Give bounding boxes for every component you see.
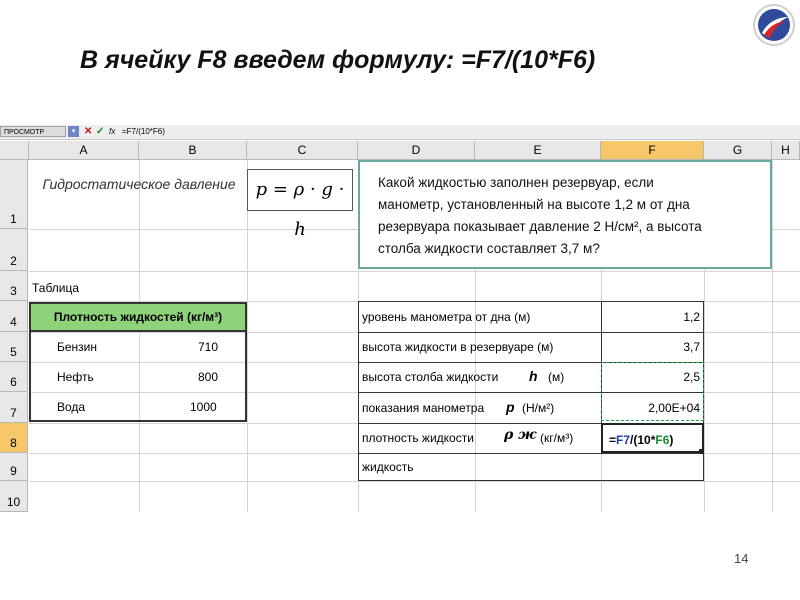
param-symbol: ρ ж [504,427,537,443]
param-value-cell[interactable]: 2,00E+04 [648,401,700,415]
company-logo-icon [752,3,796,47]
formula-reference-outline [601,362,704,421]
liquid-name-cell[interactable]: Вода [57,400,86,414]
column-header-f[interactable]: F [601,141,704,160]
column-header-d[interactable]: D [358,141,475,160]
row-number: 4 [10,315,17,329]
liquid-name-cell[interactable]: Бензин [57,340,98,354]
name-box[interactable]: ПРОСМОТР [0,126,66,137]
column-header-g[interactable]: G [704,141,772,160]
param-label-cell[interactable]: показания манометра [362,401,485,415]
param-unit: (м) [548,370,565,384]
slide-title: В ячейку F8 введем формулу: =F7/(10*F6) [80,46,596,74]
column-header-a[interactable]: A [29,141,139,160]
formula-input[interactable]: =F7/(10*F6) [122,127,165,136]
formula-image: p = ρ · g · h [247,169,353,211]
active-cell-f8[interactable] [601,423,704,453]
row-number: 5 [10,345,17,359]
row-number: 1 [10,212,17,226]
column-header-e[interactable]: E [475,141,601,160]
liquid-density-cell[interactable]: 800 [198,370,219,384]
page-number: 14 [734,551,749,566]
param-value-cell[interactable]: 3,7 [683,340,700,354]
name-box-dropdown-icon[interactable]: ▾ [68,126,79,137]
fill-handle[interactable] [699,449,704,454]
column-header-c[interactable]: C [247,141,358,160]
liquid-name-cell[interactable]: Нефть [57,370,94,384]
column-header-h[interactable]: H [772,141,800,160]
param-unit: (кг/м³) [540,431,574,445]
param-label-cell[interactable]: жидкость [362,460,414,474]
question-line: резервуара показывает давление 2 Н/см², а высота [378,219,702,234]
param-label-cell[interactable]: плотность жидкости [362,431,474,445]
active-cell-content: =F7/(10*F6) [609,433,674,447]
cancel-icon[interactable]: ✕ [84,126,93,137]
row-number: 7 [10,406,17,420]
liquid-density-cell[interactable]: 1000 [190,400,217,414]
row-number: 9 [10,464,17,478]
row-number: 8 [10,436,17,450]
param-symbol: p [506,399,515,415]
question-line: столба жидкости составляет 3,7 м? [378,241,600,256]
question-line: Какой жидкостью заполнен резервуар, если [378,175,654,190]
param-unit: (Н/м²) [522,401,555,415]
function-icon[interactable]: fx [109,127,116,136]
param-value-cell[interactable]: 2,5 [683,370,700,384]
row-number: 10 [6,495,21,509]
row-number: 6 [10,375,17,389]
param-label-cell[interactable]: высота жидкости в резервуаре (м) [362,340,554,354]
enter-check-icon[interactable]: ✓ [96,126,105,137]
column-header-b[interactable]: B [139,141,247,160]
row-number: 2 [10,254,17,268]
param-label-cell[interactable]: уровень манометра от дна (м) [362,310,531,324]
density-header-cell[interactable]: Плотность жидкостей (кг/м³) [29,302,247,332]
spreadsheet [0,122,800,512]
sheet-title-cell[interactable]: Гидростатическое давление [42,176,236,192]
param-value-cell[interactable]: 1,2 [683,310,700,324]
param-label-cell[interactable]: высота столба жидкости [362,370,499,384]
table-label-cell[interactable]: Таблица [32,281,80,295]
liquid-density-cell[interactable]: 710 [198,340,219,354]
param-symbol: h [529,368,538,384]
question-line: манометр, установленный на высоте 1,2 м от дна [378,197,690,212]
row-number: 3 [10,284,17,298]
